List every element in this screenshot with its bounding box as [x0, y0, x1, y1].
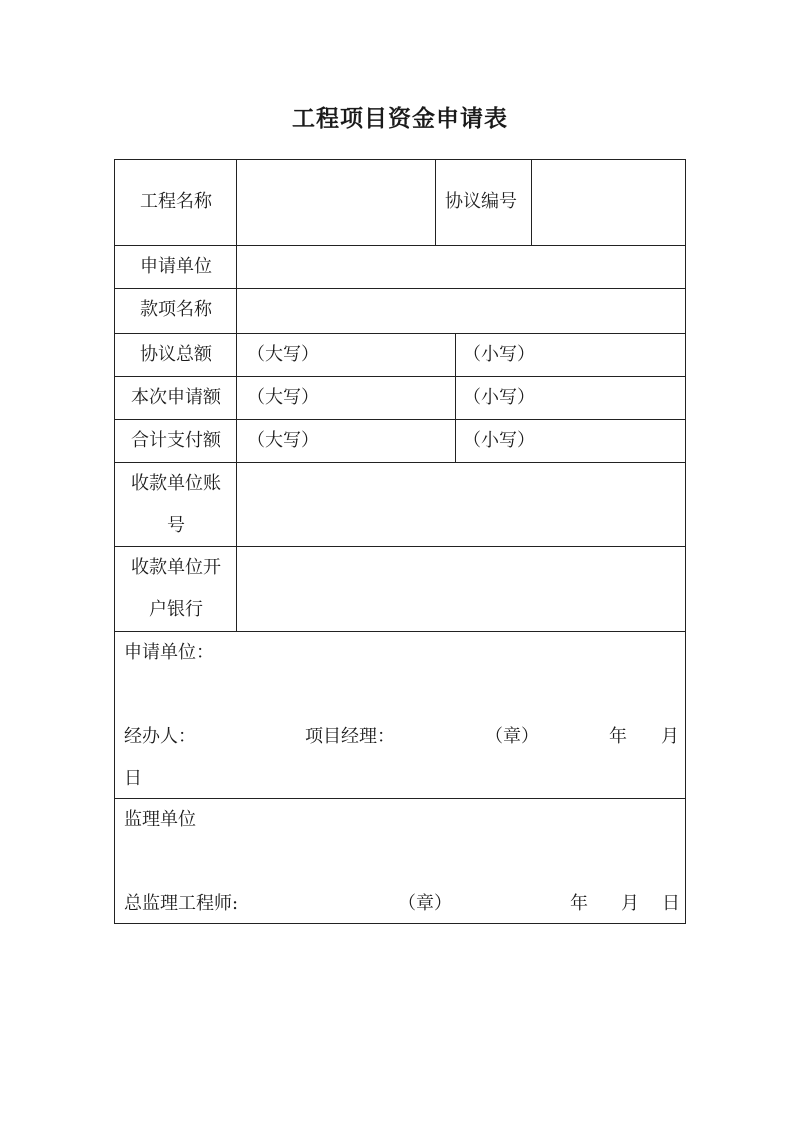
agreement-no-label: 协议编号	[445, 191, 517, 212]
item-name-label: 款项名称	[140, 299, 212, 320]
lower-case-amount: （小写）	[463, 344, 535, 365]
day-label: 日	[124, 768, 142, 789]
chief-supervisor-label: 总监理工程师:	[124, 893, 239, 914]
project-manager-label: 项目经理：	[305, 726, 395, 747]
day-label: 日	[662, 893, 680, 914]
applicant-unit-label: 申请单位	[140, 256, 212, 277]
seal-label: （章）	[485, 726, 539, 747]
row-divider	[115, 798, 685, 799]
row-divider	[115, 245, 685, 246]
payee-account-label	[115, 463, 237, 547]
row-divider	[115, 419, 685, 420]
total-paid-label: 合计支付额	[131, 430, 221, 451]
col-divider	[531, 160, 532, 245]
row-divider	[115, 376, 685, 377]
payee-account-label-line2: 号	[167, 515, 185, 536]
current-amount-label: 本次申请额	[131, 387, 221, 408]
year-label: 年	[609, 726, 627, 747]
apply-section-heading: 申请单位：	[124, 642, 214, 663]
row-divider	[115, 631, 685, 632]
month-label: 月	[661, 726, 679, 747]
payee-account-label-line1: 收款单位账	[131, 473, 221, 494]
col-divider	[435, 160, 436, 245]
payee-bank-label-line2: 户银行	[149, 599, 203, 620]
month-label: 月	[621, 893, 639, 914]
supervision-section-heading: 监理单位	[124, 809, 196, 830]
application-form-table	[114, 159, 686, 924]
year-label: 年	[570, 893, 588, 914]
lower-case-amount: （小写）	[463, 430, 535, 451]
handler-label: 经办人：	[124, 726, 196, 747]
row-divider	[115, 288, 685, 289]
row-divider	[115, 333, 685, 334]
upper-case-amount: （大写）	[247, 344, 319, 365]
col-divider	[455, 333, 456, 462]
upper-case-amount: （大写）	[247, 387, 319, 408]
payee-bank-label-line1: 收款单位开	[131, 557, 221, 578]
upper-case-amount: （大写）	[247, 430, 319, 451]
form-title: 工程项目资金申请表	[292, 106, 508, 132]
seal-label: （章）	[398, 893, 452, 914]
project-name-label: 工程名称	[140, 191, 212, 212]
agreement-total-label: 协议总额	[140, 344, 212, 365]
payee-bank-label	[115, 547, 237, 631]
lower-case-amount: （小写）	[463, 387, 535, 408]
